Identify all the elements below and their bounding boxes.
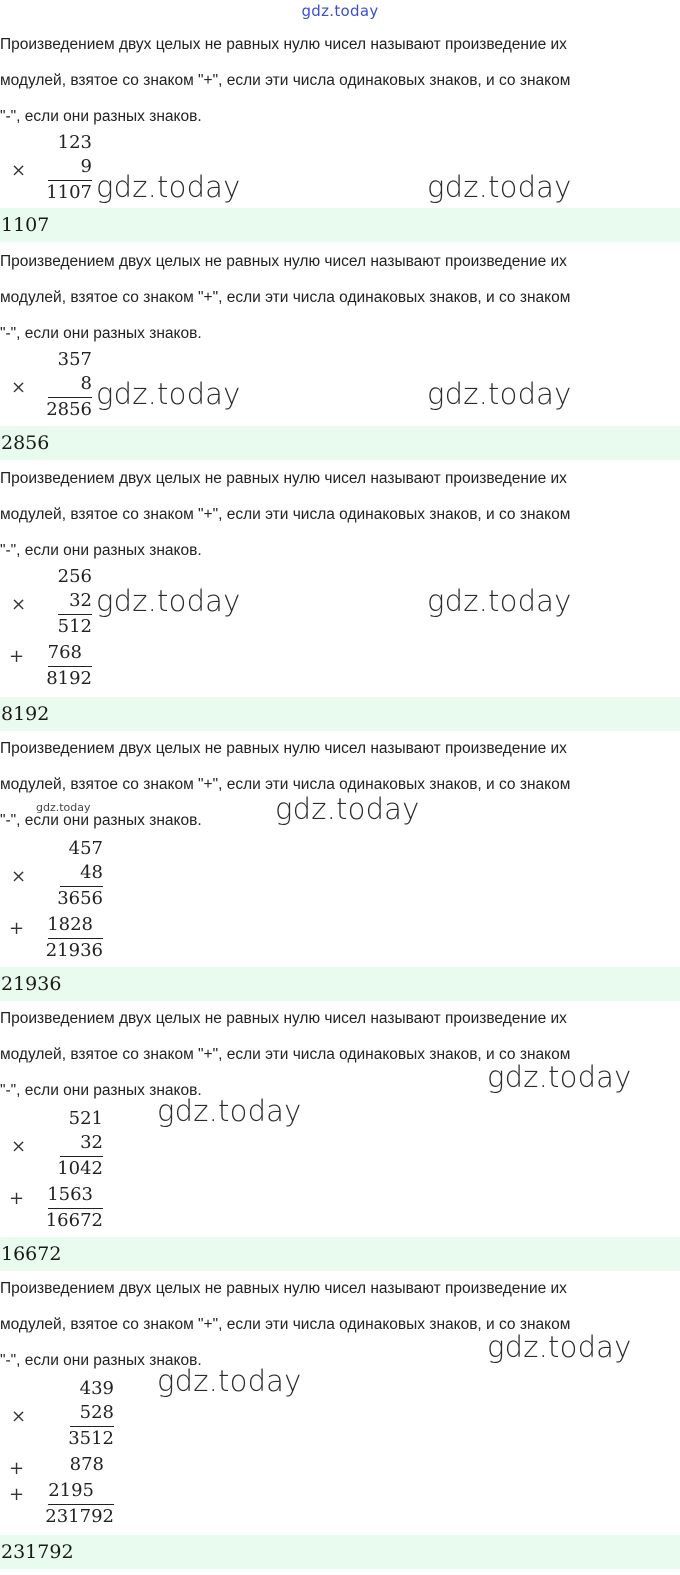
watermark-small: gdz.today	[36, 801, 91, 814]
product: 2856	[46, 399, 92, 420]
rule-line-3: "-", если они разных знаков.	[0, 325, 202, 342]
rule-line-1: Произведением двух целых не равных нулю чисел называют произведение их	[0, 1010, 567, 1027]
plus-sign: +	[9, 1484, 25, 1505]
rule-line-2: модулей, взятое со знаком "+", если эти числа одинаковых знаков, и со знаком	[0, 72, 571, 89]
plus-sign: +	[9, 1188, 25, 1209]
partial-product: 3656	[57, 888, 103, 909]
rule-line-2: модулей, взятое со знаком "+", если эти числа одинаковых знаков, и со знаком	[0, 1316, 571, 1333]
times-sign: ×	[11, 160, 27, 181]
watermark: gdz.today	[157, 1094, 302, 1128]
watermark: gdz.today	[96, 170, 241, 204]
plus-sign: +	[9, 1458, 25, 1479]
watermark: gdz.today	[427, 584, 572, 618]
rule-line-1: Произведением двух целых не равных нулю чисел называют произведение их	[0, 36, 567, 53]
rule-line-2: модулей, взятое со знаком "+", если эти числа одинаковых знаков, и со знаком	[0, 506, 571, 523]
rule-line-2: модулей, взятое со знаком "+", если эти числа одинаковых знаков, и со знаком	[0, 289, 571, 306]
answer-row: 8192	[0, 697, 680, 731]
partial-product: 512	[57, 616, 92, 637]
times-sign: ×	[11, 594, 27, 615]
answer-row: 231792	[0, 1535, 680, 1569]
watermark: gdz.today	[487, 1330, 632, 1364]
rule-line-1: Произведением двух целых не равных нулю чисел называют произведение их	[0, 1280, 567, 1297]
partial-product: 1563	[47, 1184, 93, 1205]
header-watermark: gdz.today	[301, 2, 379, 20]
multiplier: 48	[80, 862, 103, 883]
answer-row: 21936	[0, 967, 680, 1001]
plus-sign: +	[9, 646, 25, 667]
watermark: gdz.today	[157, 1364, 302, 1398]
watermark: gdz.today	[96, 584, 241, 618]
answer-row: 16672	[0, 1237, 680, 1271]
product: 16672	[45, 1210, 103, 1231]
watermark: gdz.today	[427, 377, 572, 411]
watermark: gdz.today	[487, 1060, 632, 1094]
times-sign: ×	[11, 1136, 27, 1157]
partial-product: 878	[69, 1454, 104, 1475]
multiplier: 9	[80, 156, 92, 177]
rule-line-1: Произведением двух целых не равных нулю чисел называют произведение их	[0, 740, 567, 757]
answer-row: 1107	[0, 208, 680, 242]
plus-sign: +	[9, 918, 25, 939]
watermark: gdz.today	[275, 792, 420, 826]
product: 8192	[46, 668, 92, 689]
rule-line-3: "-", если они разных знаков.	[0, 812, 202, 829]
multiplicand: 123	[57, 132, 92, 153]
answer-row: 2856	[0, 426, 680, 460]
partial-product: 768	[47, 642, 82, 663]
partial-product: 1042	[57, 1158, 103, 1179]
times-sign: ×	[11, 1406, 27, 1427]
times-sign: ×	[11, 866, 27, 887]
multiplicand: 439	[79, 1378, 114, 1399]
multiplier: 528	[79, 1402, 114, 1423]
watermark: gdz.today	[96, 377, 241, 411]
rule-line-3: "-", если они разных знаков.	[0, 1082, 202, 1099]
multiplicand: 457	[68, 838, 103, 859]
multiplicand: 357	[57, 349, 92, 370]
rule-line-1: Произведением двух целых не равных нулю чисел называют произведение их	[0, 470, 567, 487]
rule-line-2: модулей, взятое со знаком "+", если эти числа одинаковых знаков, и со знаком	[0, 776, 571, 793]
rule-line-3: "-", если они разных знаков.	[0, 1352, 202, 1369]
rule-line-1: Произведением двух целых не равных нулю чисел называют произведение их	[0, 253, 567, 270]
multiplicand: 521	[68, 1108, 103, 1129]
product: 1107	[46, 182, 92, 203]
multiplier: 32	[80, 1132, 103, 1153]
product: 231792	[45, 1506, 114, 1527]
watermark: gdz.today	[427, 170, 572, 204]
rule-line-3: "-", если они разных знаков.	[0, 108, 202, 125]
multiplier: 8	[80, 373, 92, 394]
multiplicand: 256	[57, 566, 92, 587]
partial-product: 1828	[47, 914, 93, 935]
times-sign: ×	[11, 377, 27, 398]
multiplier: 32	[69, 590, 92, 611]
product: 21936	[45, 940, 103, 961]
partial-product: 3512	[68, 1428, 114, 1449]
rule-line-2: модулей, взятое со знаком "+", если эти числа одинаковых знаков, и со знаком	[0, 1046, 571, 1063]
rule-line-3: "-", если они разных знаков.	[0, 542, 202, 559]
partial-product: 2195	[48, 1480, 94, 1501]
